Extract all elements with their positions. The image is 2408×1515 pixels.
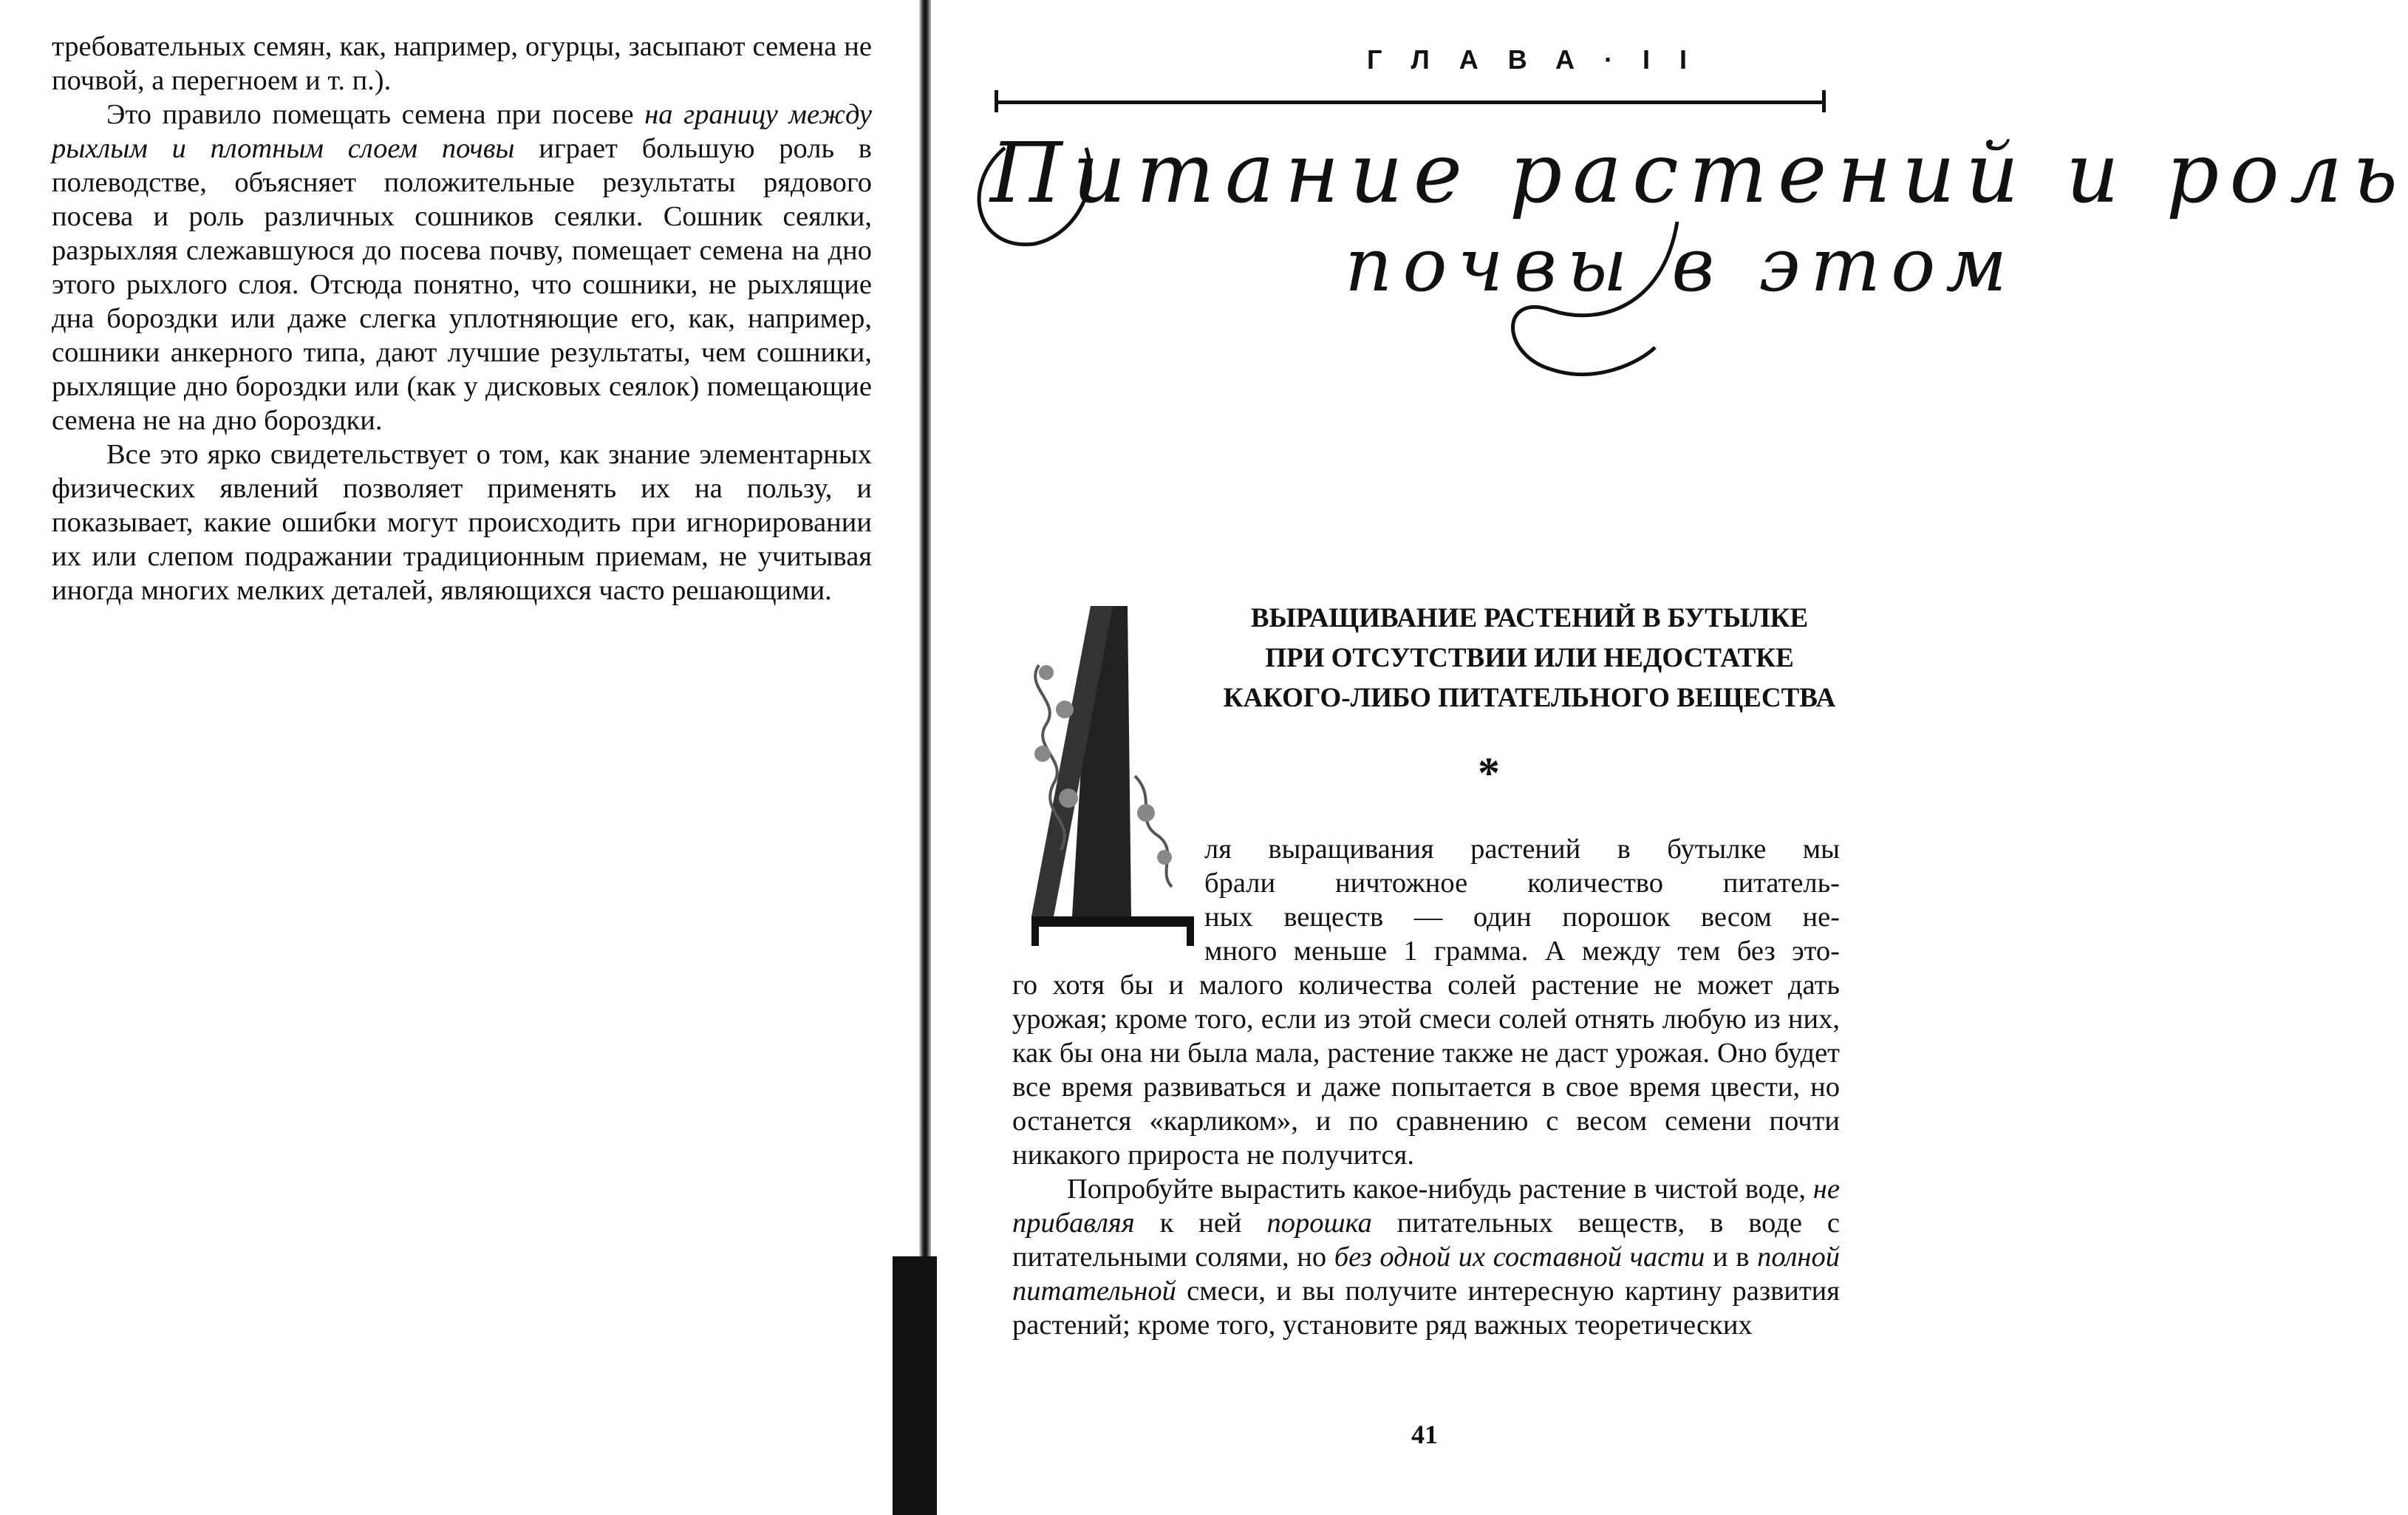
- left-page-body: [52, 30, 872, 607]
- text-run: смеси, и вы получите интересную картину развития растений; кроме того, установите ряд важных теоретических: [1012, 1276, 1840, 1341]
- text-run: Это правило помещать семена при посеве: [106, 99, 645, 130]
- dropcap-lines: [1204, 832, 1840, 968]
- dropcap-letter: Д: [1113, 925, 1127, 942]
- text-line: брали ничтожное количество питатель-: [1204, 868, 1840, 899]
- text-run: Все это ярко свидетельствует о том, как знание элементарных физических явлений позволяет применять их на пользу, и показывает, какие ошибки могут происходить при игнорировании их или слепом подражании традиционным приемам, не учитывая иногда многих мелких деталей, являющихся часто решающими.: [52, 439, 872, 606]
- text-line: ных веществ — один порошок весом не-: [1204, 902, 1840, 933]
- gutter-shadow: [893, 1256, 937, 1515]
- italic-emphasis: полной питательной: [1012, 1242, 1840, 1307]
- chapter-label: ГЛАВА·II: [1367, 44, 1716, 75]
- paragraph: [52, 438, 872, 607]
- right-page-body: [1012, 832, 1840, 1342]
- chapter-title-line-1: Питание растений и роль: [990, 126, 2408, 222]
- chapter-title-line-2: почвы в этом: [1345, 222, 2018, 308]
- text-run: требовательных семян, как, например, огурцы, засыпают семена не почвой, а перегноем и т. п.).: [52, 31, 872, 96]
- section-asterisk: *: [1478, 749, 1500, 797]
- text-line: много меньше 1 грамма. А между тем без это-: [1204, 936, 1840, 967]
- italic-emphasis: на границу между рыхлым и плотным слоем почвы: [52, 99, 872, 164]
- paragraph-continuation: го хотя бы и малого количества солей растение не может дать урожая; кроме того, если из этой смеси солей отнять любую из них, как бы она ни была мала, растение также не даст урожая. Оно будет все время развиваться и даже попытается в свое время цвести, но останется «карликом», и по сравнению с весом семени почти никакого прироста не получится.: [1012, 970, 1840, 1171]
- subtitle-line: ВЫРАЩИВАНИЕ РАСТЕНИЙ В БУТЫЛКЕ: [1250, 603, 1809, 633]
- text-run: питательных веществ, в воде с питательными солями, но: [1012, 1208, 1841, 1273]
- text-run: к ней: [1134, 1208, 1267, 1239]
- text-run: играет большую роль в полеводстве, объясняет положительные результаты рядового посева и роль различных сошников сеялки. Сошник сеялки, разрыхляя слежавшуюся до посева почву, помещает семена на дно этого рыхлого слоя. Отсюда понятно, что сошники, не рыхлящие дна бороздки или даже слегка уплотняющие его, как, например, сошники анкерного типа, дают лучшие результаты, чем сошники, рыхлящие дно бороздки или (как у дисковых сеялок) помещающие семена не на дно бороздки.: [52, 133, 872, 436]
- subtitle-line: КАКОГО-ЛИБО ПИТАТЕЛЬНОГО ВЕЩЕСТВА: [1223, 683, 1836, 713]
- text-run: и в: [1705, 1242, 1758, 1273]
- italic-emphasis: порошка: [1266, 1208, 1372, 1239]
- text-line: ля выращивания растений в бутылке мы: [1204, 834, 1840, 865]
- left-page: [0, 0, 924, 1515]
- paragraph: [52, 98, 872, 438]
- right-page: [931, 0, 2408, 1515]
- italic-emphasis: не прибавляя: [1012, 1174, 1840, 1239]
- page-number: 41: [1411, 1420, 1438, 1449]
- paragraph: [52, 30, 872, 98]
- subtitle-line: ПРИ ОТСУТСТВИИ ИЛИ НЕДОСТАТКЕ: [1265, 643, 1794, 673]
- title-flourish: [931, 0, 1903, 414]
- paragraph: [1012, 1172, 1840, 1342]
- text-run: Попробуйте вырастить какое-нибудь растение в чистой воде,: [1067, 1174, 1813, 1205]
- section-subtitle: [1204, 599, 1855, 718]
- italic-emphasis: без одной их составной части: [1334, 1242, 1705, 1273]
